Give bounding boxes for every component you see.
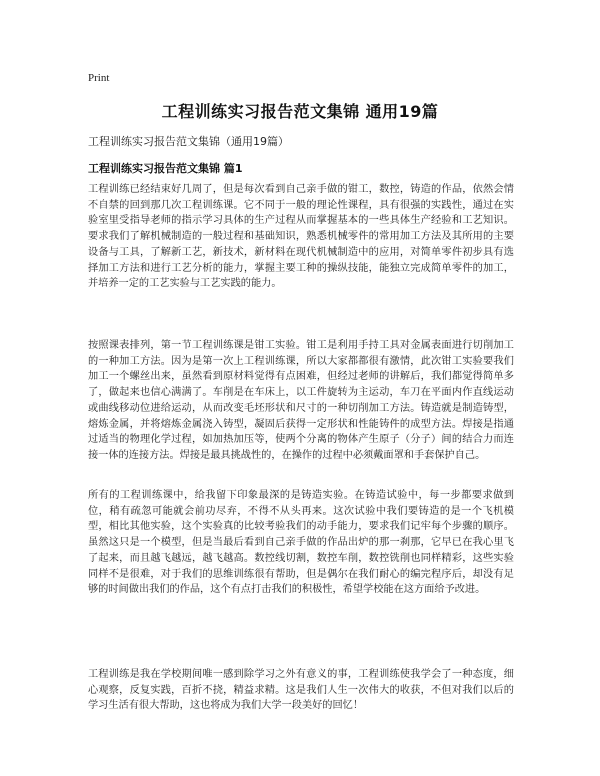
body-paragraph-1: 工程训练已经结束好几周了，但是每次看到自己亲手做的钳工，数控，铸造的作品，依然会情不自禁的回到那几次工程训练课。它不同于一般的理论性课程，具有很强的实践性，通过在实验室里受指导老师的指示学习具体的生产过程从而掌握基本的一些具体生产经验和工艺知识。要求我们了解机械制造的一般过程和基础知识，熟悉机械零件的常用加工方法及其所用的主要设备与工具，了解新工艺，新技术，新材料在现代机械制造中的应用，对简单零件初步具有选择加工方法和进行工艺分析的能力，掌握主要工种的操纵技能，能独立完成简单零件的加工，并培养一定的工艺实验与工艺实践的能力。 <box>88 184 514 290</box>
document-subtitle: 工程训练实习报告范文集锦（通用19篇） <box>88 135 289 148</box>
body-paragraph-3: 所有的工程训练课中，给我留下印象最深的是铸造实验。在铸造试验中，每一步都要求做到位，稍有疏忽可能就会前功尽弃，不得不从头再来。这次试验中我们要铸造的是一个飞机模型，相比其他实验，这个实验真的比较考验我们的动手能力，要求我们记牢每个步骤的顺序。虽然这只是一个模型，但是当最后看到自己亲手做的作品出炉的那一刹那，它早已在我心里飞了起来，而且越飞越远，越飞越高。数控线切割，数控车削，数控铣削也同样精彩，这些实验同样不是很难，对于我们的思维训练很有帮助，但是偶尔在我们耐心的编完程序后，却没有足够的时间做出我们的作品，这个有点打击我们的积极性，希望学校能在这方面给予改进。 <box>88 490 514 596</box>
print-label: Print <box>88 72 110 84</box>
body-paragraph-2: 按照课表排列，第一节工程训练课是钳工实验。钳工是利用手持工具对金属表面进行切削加工的一种加工方法。因为是第一次上工程训练课，所以大家都都很有激情，此次钳工实验要我们加工一个螺丝出来，虽然看到原材料觉得有点困难，但经过老师的讲解后，我们都觉得简单多了，做起来也信心满满了。车削是在车床上，以工件旋转为主运动，车刀在平面内作直线运动或曲线移动位进给运动，从而改变毛坯形状和尺寸的一种切削加工方法。铸造就是制造铸型，熔炼金属，并将熔炼金属浇入铸型，凝固后获得一定形状和性能铸件的成型方法。焊接是指通过适当的物理化学过程，如加热加压等，使两个分离的物体产生原子（分子）间的结合力而连接一体的连接方法。焊接是最具挑战性的，在操作的过程中必须戴面罩和手套保护自己。 <box>88 340 514 461</box>
document-title: 工程训练实习报告范文集锦 通用19篇 <box>161 102 439 121</box>
section-heading: 工程训练实习报告范文集锦 篇1 <box>88 162 243 175</box>
body-paragraph-4: 工程训练是我在学校期间唯一感到除学习之外有意义的事，工程训练使我学会了一种态度，细心观察，反复实践，百折不挠，精益求精。这是我们人生一次伟大的收获，不但对我们以后的学习生活有很大帮助，这也将成为我们大学一段美好的回忆！ <box>88 669 514 712</box>
